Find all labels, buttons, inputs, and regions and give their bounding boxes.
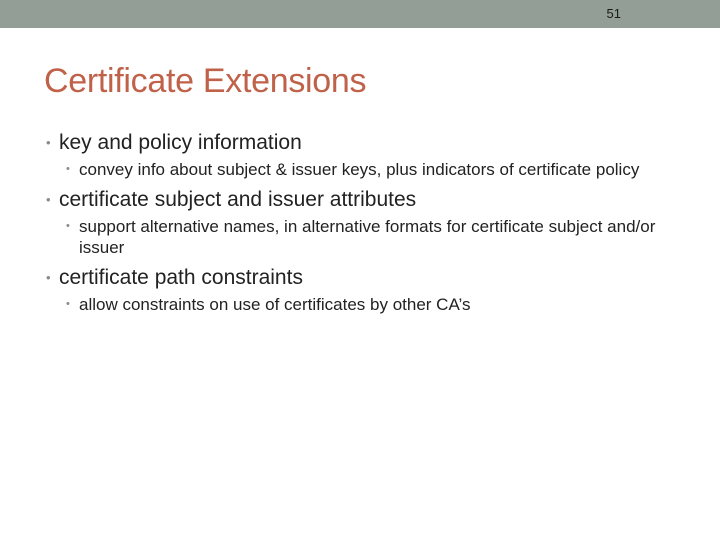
bullet-item (46, 265, 666, 291)
sub-bullet-item (66, 159, 666, 180)
slide-title: Certificate Extensions (44, 62, 367, 100)
bullet-item (46, 130, 666, 156)
bullet-text: certificate path constraints (59, 266, 303, 289)
bullet-group (46, 265, 666, 315)
bullet-text: key and policy information (59, 131, 302, 154)
header-bar (0, 0, 720, 28)
bullet-marker-icon: • (46, 135, 51, 150)
sub-bullet-item (66, 216, 666, 258)
bullet-group (46, 130, 666, 180)
sub-bullet-text: allow constraints on use of certificates by other CA’s (79, 295, 471, 314)
bullet-text: certificate subject and issuer attributes (59, 188, 417, 211)
bullet-marker-icon: • (66, 163, 70, 175)
bullet-group (46, 187, 666, 258)
bullet-marker-icon: • (66, 220, 70, 232)
slide-number: 51 (606, 6, 621, 21)
bullet-marker-icon: • (46, 192, 51, 207)
sub-bullet-text: support alternative names, in alternative formats for certificate subject and/or issuer (79, 217, 656, 257)
bullet-item (46, 187, 666, 213)
sub-bullet-item (66, 294, 666, 315)
bullet-list (46, 130, 666, 322)
bullet-marker-icon: • (66, 298, 70, 310)
sub-bullet-text: convey info about subject & issuer keys, plus indicators of certificate policy (79, 160, 640, 179)
bullet-marker-icon: • (46, 270, 51, 285)
